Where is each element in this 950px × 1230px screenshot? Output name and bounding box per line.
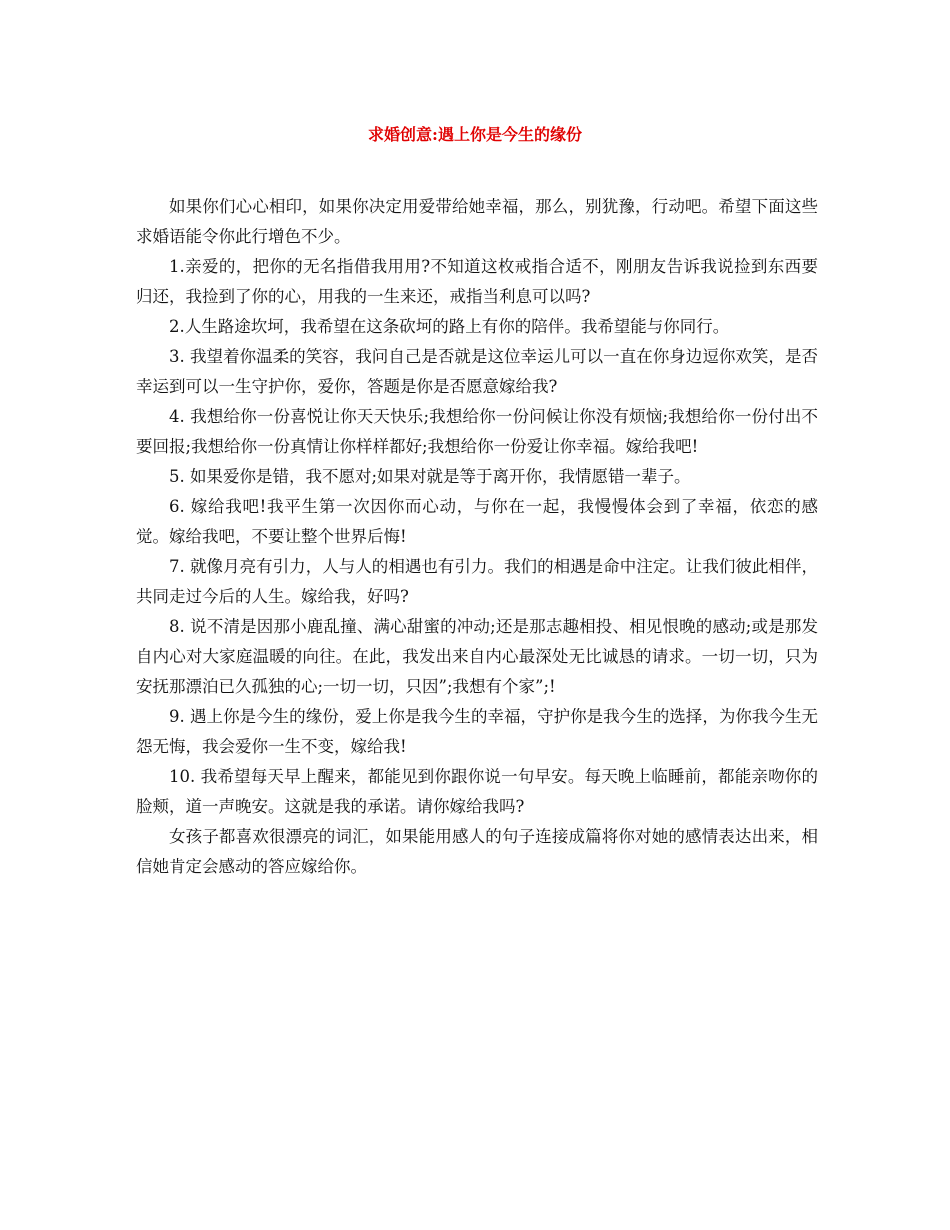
proposal-item-8: 8. 说不清是因那小鹿乱撞、满心甜蜜的冲动;还是那志趣相投、相见恨晚的感动;或是那发自内心对大家庭温暖的向往。在此，我发出来自内心最深处无比诚恳的请求。一切一切，只为安抚那漂泊已久孤独的心;一切一切，只因”;我想有个家”;! [136, 617, 818, 696]
proposal-item-3: 3. 我望着你温柔的笑容，我问自己是否就是这位幸运儿可以一直在你身边逗你欢笑，是否幸运到可以一生守护你，爱你，答题是你是否愿意嫁给我? [136, 347, 818, 396]
proposal-item-7: 7. 就像月亮有引力，人与人的相遇也有引力。我们的相遇是命中注定。让我们彼此相伴，共同走过今后的人生。嫁给我，好吗? [136, 557, 818, 606]
document-body [136, 192, 818, 882]
proposal-item-6: 6. 嫁给我吧!我平生第一次因你而心动，与你在一起，我慢慢体会到了幸福，依恋的感觉。嫁给我吧，不要让整个世界后悔! [136, 497, 818, 546]
proposal-item-9: 9. 遇上你是今生的缘份，爱上你是我今生的幸福，守护你是我今生的选择，为你我今生无怨无悔，我会爱你一生不变，嫁给我! [136, 707, 818, 756]
proposal-item-5: 5. 如果爱你是错，我不愿对;如果对就是等于离开你，我情愿错一辈子。 [169, 467, 691, 486]
document-title: 求婚创意:遇上你是今生的缘份 [368, 125, 582, 144]
proposal-item-1: 1.亲爱的，把你的无名指借我用用?不知道这枚戒指合适不，刚朋友告诉我说捡到东西要归还，我捡到了你的心，用我的一生来还，戒指当利息可以吗? [136, 257, 818, 306]
proposal-item-2: 2.人生路途坎坷，我希望在这条砍坷的路上有你的陪伴。我希望能与你同行。 [169, 317, 730, 336]
proposal-item-10: 10. 我希望每天早上醒来，都能见到你跟你说一句早安。每天晚上临睡前，都能亲吻你的脸颊，道一声晚安。这就是我的承诺。请你嫁给我吗? [136, 767, 818, 816]
proposal-item-4: 4. 我想给你一份喜悦让你天天快乐;我想给你一份问候让你没有烦恼;我想给你一份付出不要回报;我想给你一份真情让你样样都好;我想给你一份爱让你幸福。嫁给我吧! [136, 407, 818, 456]
closing-paragraph: 女孩子都喜欢很漂亮的词汇，如果能用感人的句子连接成篇将你对她的感情表达出来，相信她肯定会感动的答应嫁给你。 [136, 827, 818, 876]
intro-paragraph: 如果你们心心相印，如果你决定用爱带给她幸福，那么，别犹豫，行动吧。希望下面这些求婚语能令你此行增色不少。 [136, 197, 818, 246]
